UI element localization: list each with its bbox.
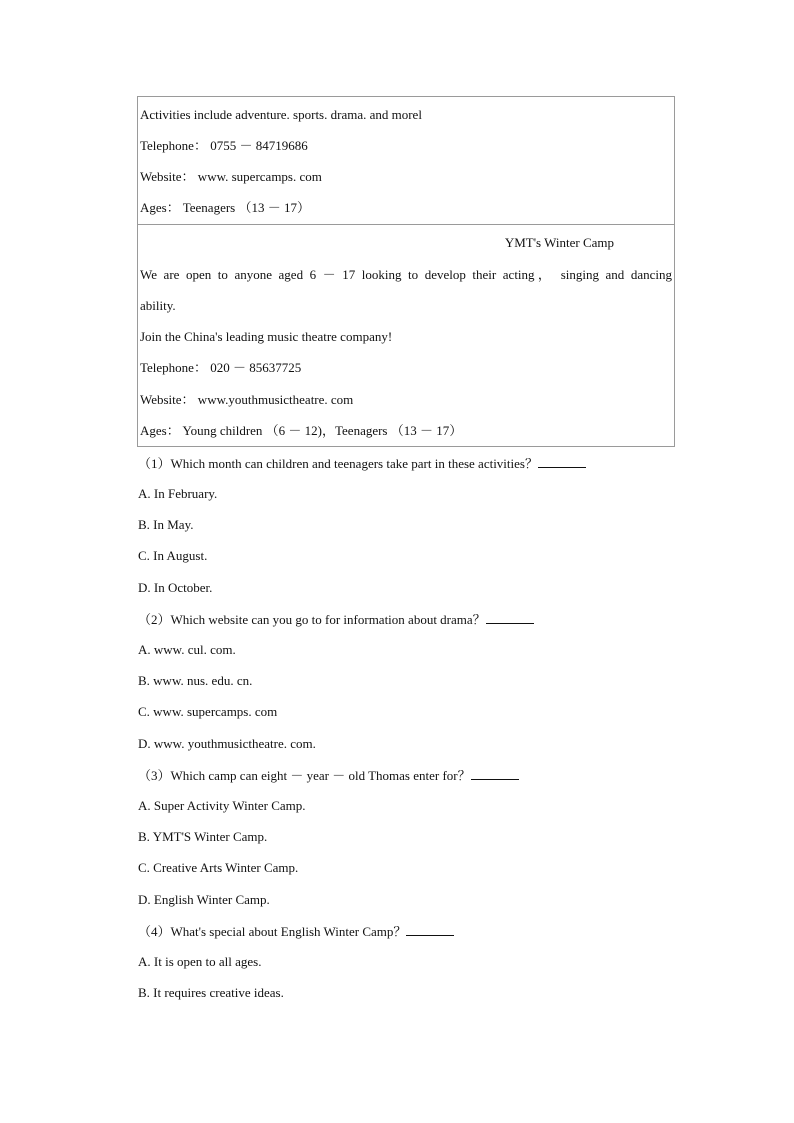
telephone-text: Telephone： 020 － 85637725	[140, 360, 302, 375]
question-3-option-c: C. Creative Arts Winter Camp.	[138, 860, 299, 875]
question-4-option-a: A. It is open to all ages.	[138, 954, 262, 969]
question-2-option-d: D. www. youthmusictheatre. com.	[138, 736, 316, 751]
telephone-text: Telephone： 0755 － 84719686	[140, 138, 308, 153]
answer-blank	[486, 611, 534, 624]
camp-info-box-1	[137, 96, 675, 225]
question-3-stem: （3）Which camp can eight － year － old Thomas enter for？	[138, 767, 519, 784]
ages-text: Ages： Young children （6 － 12)，Teenagers （13 － 17）	[140, 423, 463, 438]
ages-text: Ages： Teenagers （13 － 17）	[140, 200, 310, 215]
question-2-stem: （2）Which website can you go to for information about drama？	[138, 611, 534, 628]
join-text: Join the China's leading music theatre company!	[140, 329, 393, 344]
question-2-option-c: C. www. supercamps. com	[138, 704, 278, 719]
description-line-2: ability.	[140, 298, 176, 313]
website-text: Website： www.youthmusictheatre. com	[140, 392, 354, 407]
question-1-stem: （1）Which month can children and teenagers take part in these activities？	[138, 455, 586, 472]
question-4-stem: （4）What's special about English Winter Camp？	[138, 923, 454, 940]
question-3-option-d: D. English Winter Camp.	[138, 892, 270, 907]
answer-blank	[538, 455, 586, 468]
activities-text: Activities include adventure. sports. drama. and morel	[140, 107, 422, 122]
answer-blank	[471, 767, 519, 780]
question-1-option-d: D. In October.	[138, 580, 213, 595]
camp-info-box-2	[137, 224, 675, 447]
question-3-option-a: A. Super Activity Winter Camp.	[138, 798, 306, 813]
website-text: Website： www. supercamps. com	[140, 169, 322, 184]
camp-title: YMT's Winter Camp	[504, 235, 614, 250]
question-1-option-b: B. In May.	[138, 517, 194, 532]
question-1-option-c: C. In August.	[138, 548, 208, 563]
question-2-option-b: B. www. nus. edu. cn.	[138, 673, 253, 688]
question-1-option-a: A. In February.	[138, 486, 218, 501]
question-2-option-a: A. www. cul. com.	[138, 642, 236, 657]
question-4-option-b: B. It requires creative ideas.	[138, 985, 284, 1000]
description-line-1: We are open to anyone aged 6 － 17 looking to develop their acting， singing and dancing	[140, 267, 672, 282]
answer-blank	[406, 923, 454, 936]
question-3-option-b: B. YMT'S Winter Camp.	[138, 829, 268, 844]
